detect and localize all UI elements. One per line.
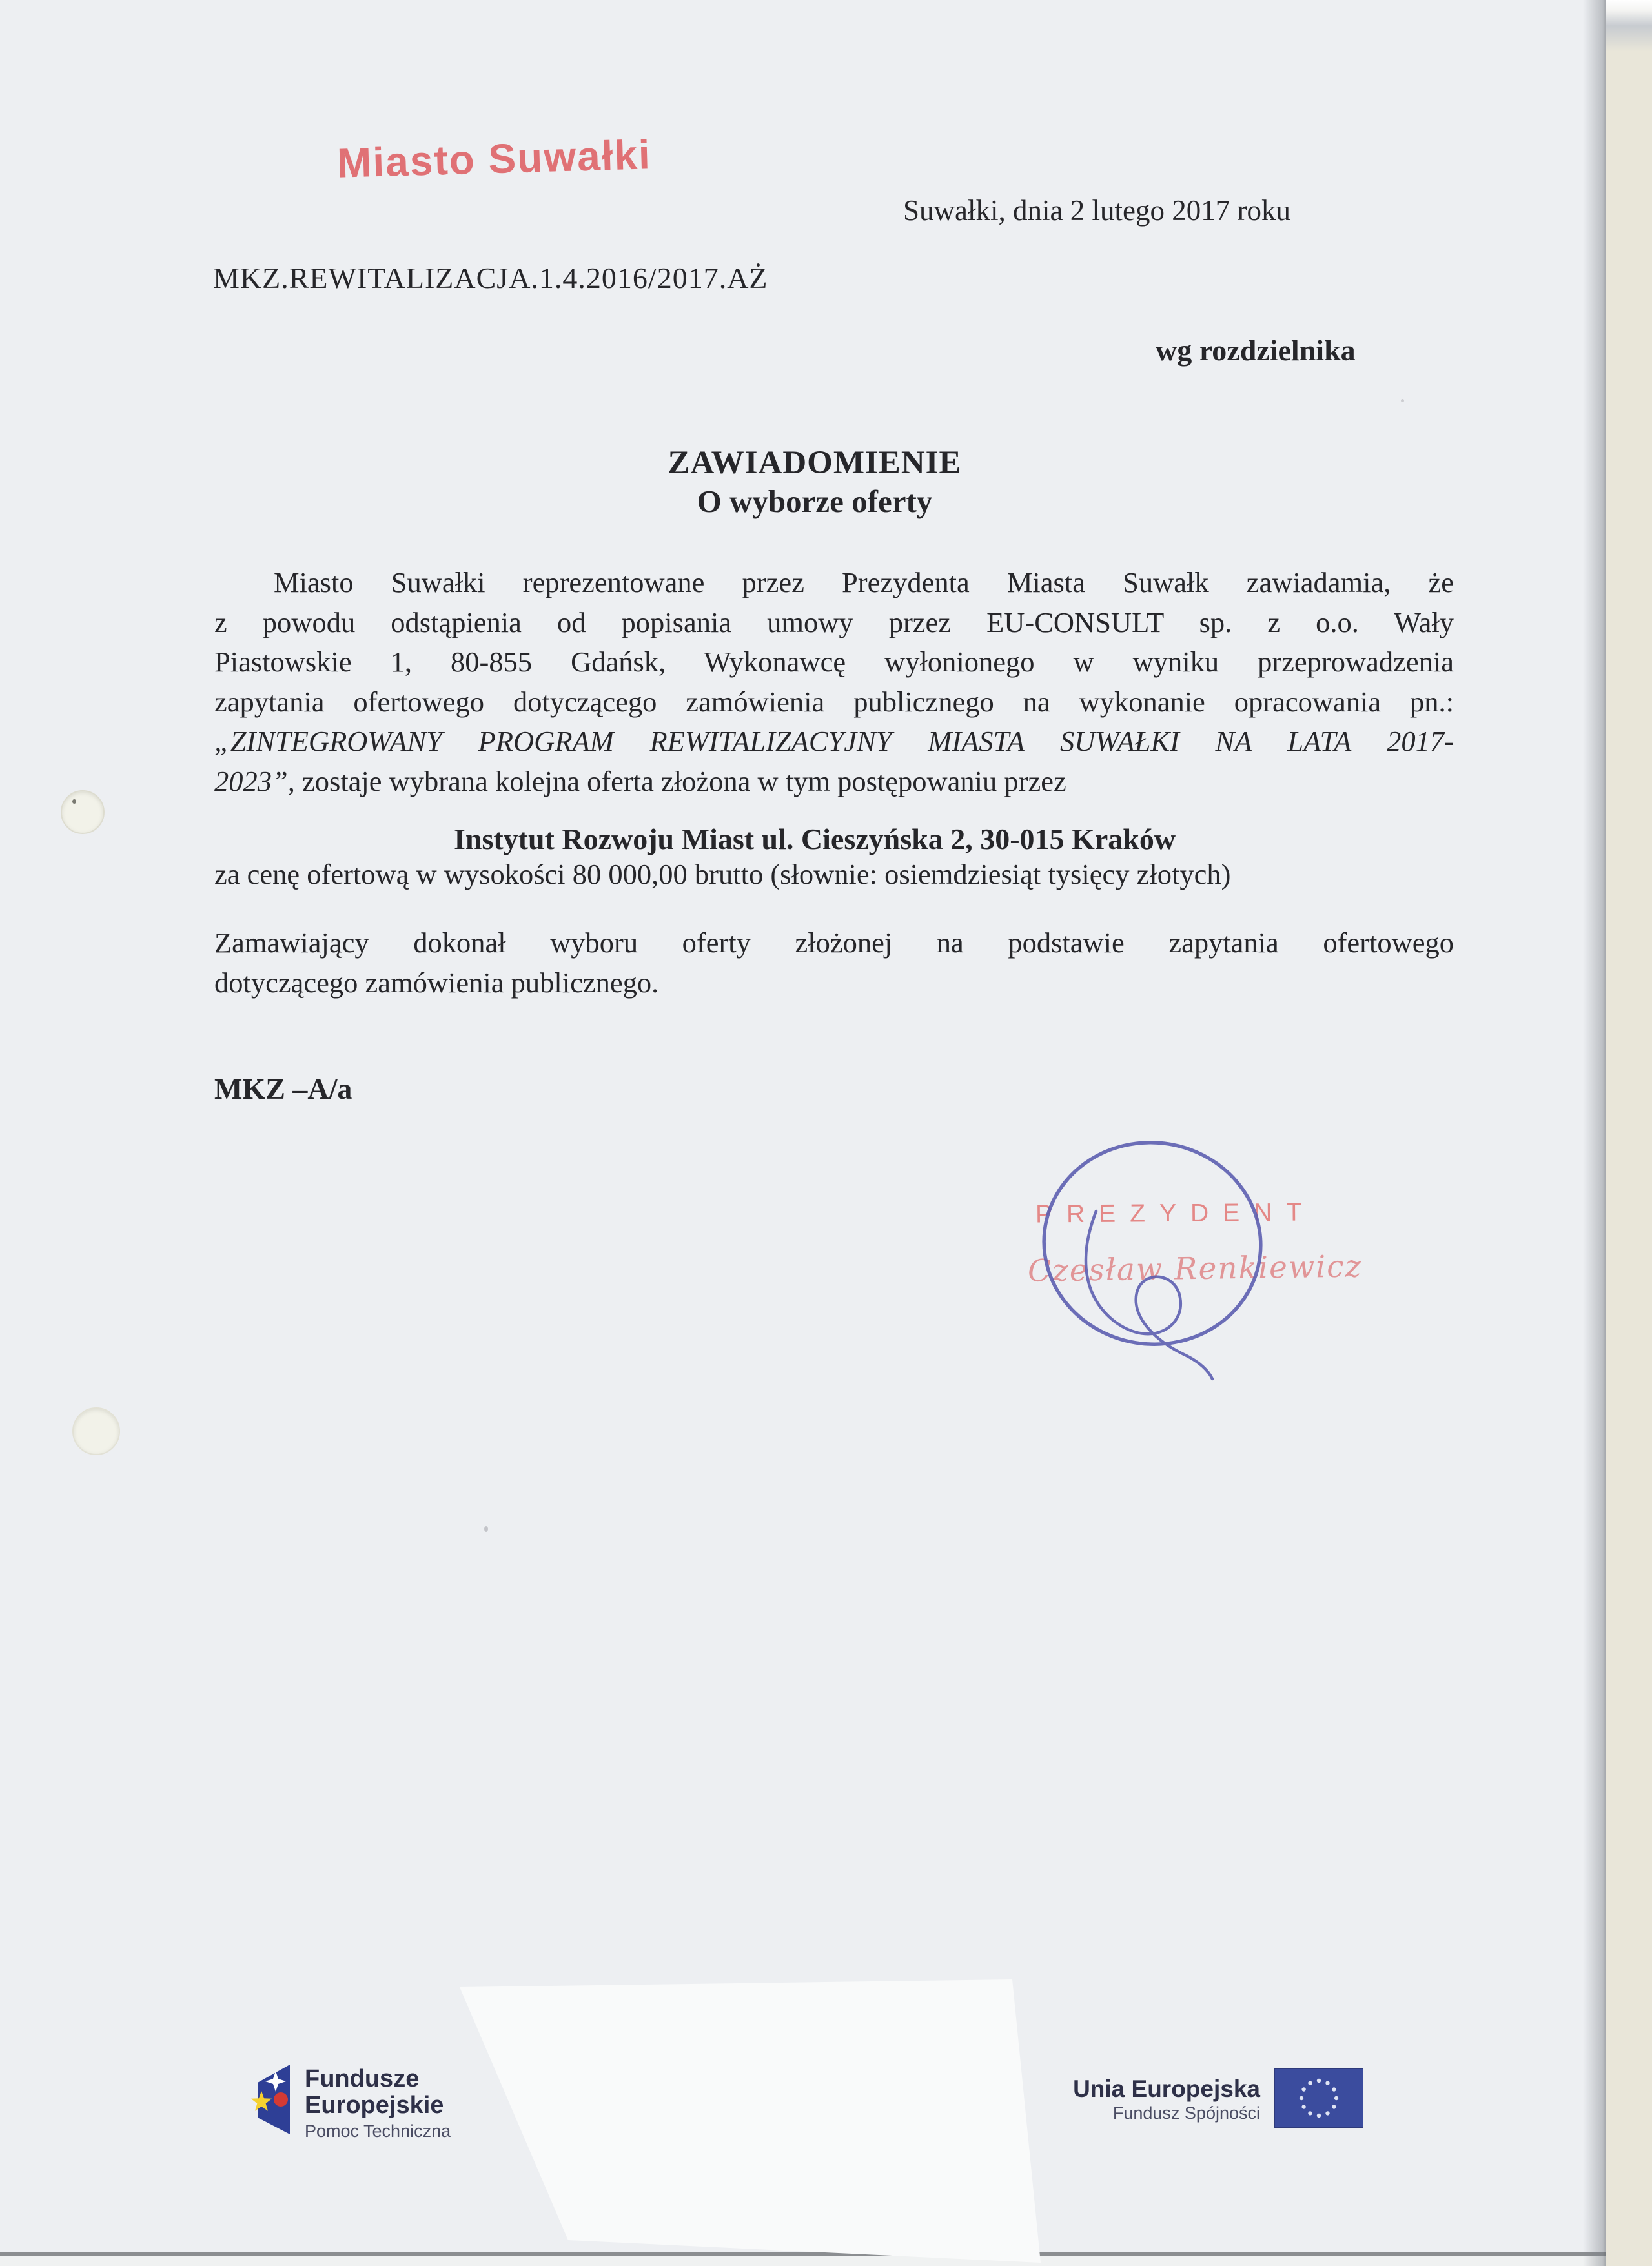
reference-number: MKZ.REWITALIZACJA.1.4.2016/2017.AŻ	[213, 261, 768, 294]
paragraph-line: Piastowskie 1, 80-855 Gdańsk, Wykonawcę wyłonionego w wyniku przeprowadzenia	[214, 646, 1454, 678]
body-paragraph-1	[214, 563, 1454, 801]
selected-offer-line: Instytut Rozwoju Miast ul. Cieszyńska 2, 30-015 Kraków	[453, 822, 1176, 855]
paragraph-line: zapytania ofertowego dotyczącego zamówienia publicznego na wykonanie opracowania pn.:	[214, 685, 1454, 718]
president-title-stamp: PREZYDENT	[1035, 1198, 1316, 1229]
paragraph-line: Zamawiający dokonał wyboru oferty złożonej na podstawie zapytania ofertowego	[214, 926, 1454, 959]
paragraph-line: z powodu odstąpienia od popisania umowy przez EU-CONSULT sp. z o.o. Wały	[214, 606, 1454, 638]
scanner-edge-shadow	[1583, 0, 1607, 2266]
notice-title: ZAWIADOMIENIE	[668, 445, 962, 481]
paragraph-line-regular-part: zostaje wybrana kolejna oferta złożona w tym postępowaniu przez	[294, 764, 1066, 797]
scan-speck	[1401, 399, 1404, 402]
price-line: za cenę ofertową w wysokości 80 000,00 brutto (słownie: osiemdziesiąt tysięcy złotych)	[214, 858, 1231, 890]
eu-funds-logo-line3: Pomoc Techniczna	[305, 2121, 451, 2141]
punch-hole	[61, 790, 105, 834]
eu-funds-logo-line1: Fundusze	[305, 2065, 420, 2092]
paper-patch	[452, 1974, 1052, 2266]
eu-union-logo-line2: Fundusz Spójności	[1112, 2103, 1260, 2123]
eu-flag-icon	[1274, 2068, 1363, 2128]
paragraph-line: dotyczącego zamówienia publicznego.	[214, 966, 659, 999]
president-name-stamp: Czesław Renkiewicz	[1027, 1249, 1363, 1289]
page-edge-strip	[1606, 0, 1652, 2266]
paragraph-line: Miasto Suwałki reprezentowane przez Prezydenta Miasta Suwałk zawiadamia, że	[274, 566, 1454, 598]
eu-funds-logo-line2: Europejskie	[305, 2092, 444, 2119]
date-line: Suwałki, dnia 2 lutego 2017 roku	[903, 194, 1290, 227]
punch-hole	[72, 1407, 120, 1455]
paragraph-line-italic-part: 2023”,	[214, 764, 295, 797]
eu-union-logo-line1: Unia Europejska	[1073, 2076, 1260, 2102]
paragraph-line	[214, 762, 1454, 802]
notice-subtitle: O wyborze oferty	[697, 484, 933, 519]
bottom-scan-strip	[0, 2256, 1606, 2266]
paragraph-line: „ZINTEGROWANY PROGRAM REWITALIZACYJNY MIASTA SUWAŁKI NA LATA 2017-	[214, 725, 1454, 757]
eu-funds-logo-text	[305, 2066, 451, 2143]
eu-funds-logo-icon	[247, 2061, 294, 2139]
handling-code: MKZ –A/a	[214, 1072, 352, 1105]
body-paragraph-2	[214, 923, 1454, 1003]
scan-speck	[484, 1526, 488, 1532]
city-stamp: Miasto Suwałki	[336, 131, 652, 187]
eu-union-logo-text	[1073, 2076, 1260, 2124]
signature-scribble	[1020, 1128, 1291, 1387]
addressee-line: wg rozdzielnika	[1156, 334, 1356, 367]
